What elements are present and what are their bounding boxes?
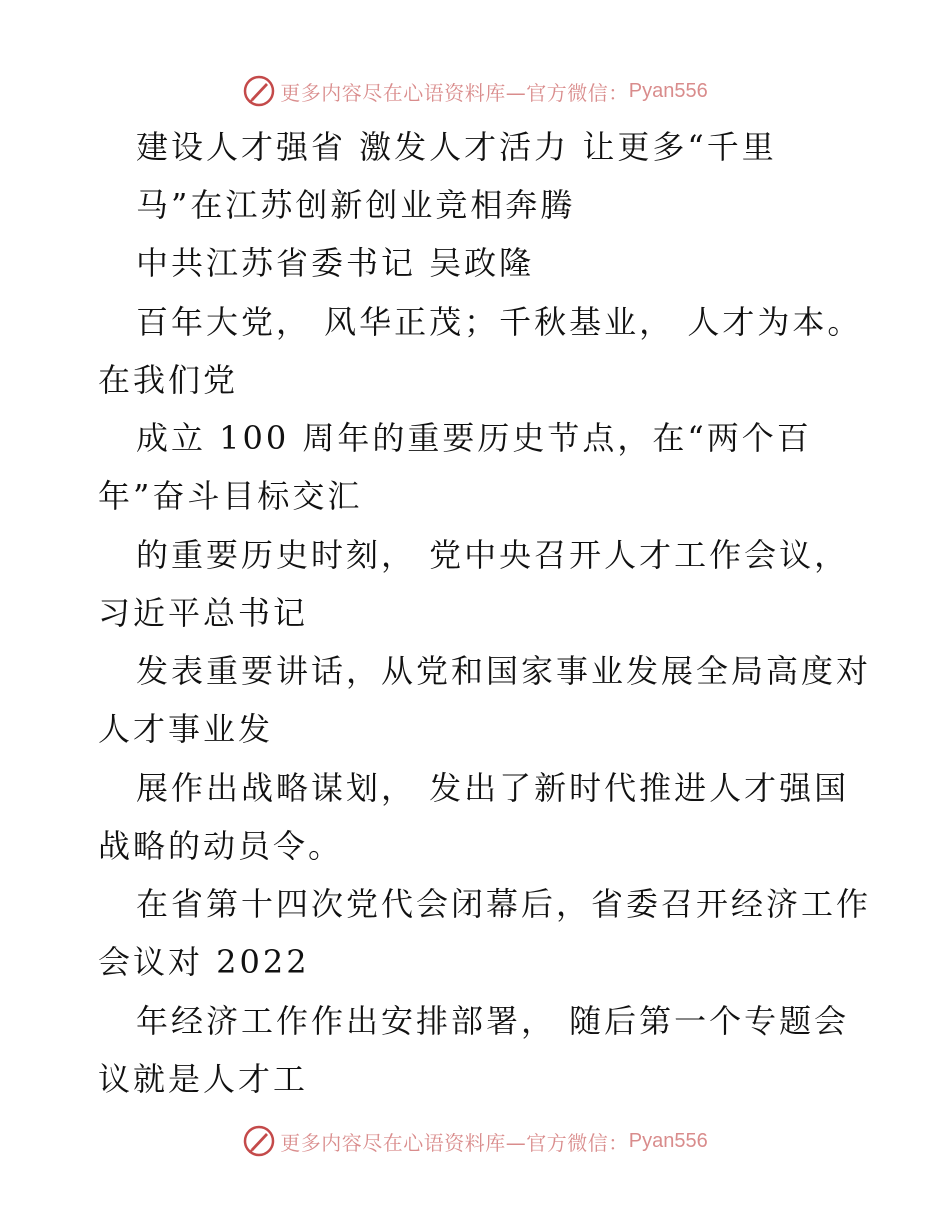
text-line: 议就是人才工 bbox=[98, 1060, 309, 1098]
text-line: 战略的动员令。 bbox=[98, 827, 344, 865]
text-line: 年经济工作作出安排部署， 随后第一个专题会 bbox=[136, 1002, 850, 1040]
text-line: 的重要历史时刻， 党中央召开人才工作会议， bbox=[136, 536, 850, 574]
quill-logo-icon bbox=[242, 1124, 276, 1158]
text-line: 会议对 2022 bbox=[98, 943, 310, 981]
text-line: 人才事业发 bbox=[98, 710, 274, 748]
text-line: 建设人才强省 激发人才活力 让更多“千里 bbox=[136, 128, 777, 166]
text-line: 展作出战略谋划， 发出了新时代推进人才强国 bbox=[136, 769, 850, 807]
text-line: 在省第十四次党代会闭幕后，省委召开经济工作 bbox=[136, 885, 872, 923]
quill-logo-icon bbox=[242, 74, 276, 108]
text-line: 在我们党 bbox=[98, 361, 239, 399]
watermark-text: 更多内容尽在心语资料库—官方微信： bbox=[280, 1130, 629, 1155]
text-line: 发表重要讲话，从党和国家事业发展全局高度对 bbox=[136, 652, 872, 690]
watermark-text: 更多内容尽在心语资料库—官方微信： bbox=[280, 80, 629, 105]
watermark-handle: Pyan556 bbox=[628, 1129, 708, 1152]
text-line: 年”奋斗目标交汇 bbox=[98, 477, 363, 515]
text-line: 习近平总书记 bbox=[98, 594, 309, 632]
watermark-header bbox=[0, 71, 950, 111]
text-line: 百年大党， 风华正茂；千秋基业， 人才为本。 bbox=[136, 303, 863, 341]
text-line: 马”在江苏创新创业竞相奔腾 bbox=[136, 186, 576, 224]
watermark-handle: Pyan556 bbox=[628, 79, 708, 102]
text-line: 中共江苏省委书记 吴政隆 bbox=[136, 244, 535, 282]
watermark-footer bbox=[0, 1121, 950, 1161]
text-line: 成立 100 周年的重要历史节点，在“两个百 bbox=[136, 419, 812, 457]
